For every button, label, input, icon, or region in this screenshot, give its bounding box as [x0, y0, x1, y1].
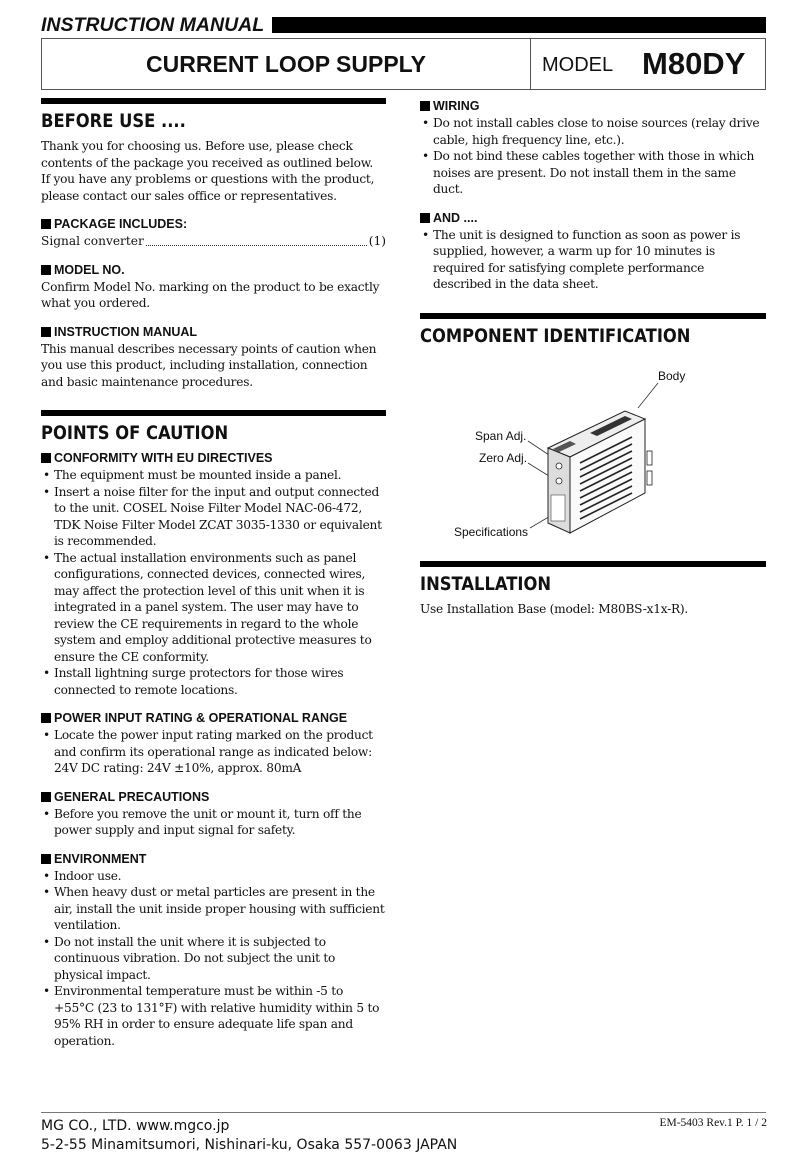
right-column [420, 98, 766, 617]
and-list [420, 227, 766, 293]
label-span-adj: Span Adj. [475, 428, 527, 443]
intro-paragraph-1: Thank you for choosing us. Before use, please check contents of the package you received as outlined below. [41, 139, 374, 170]
list-item: • The unit is designed to function as soon as power is supplied, however, a warm up for 10 minutes is required for satisfying complete performance described in the data sheet. [422, 227, 741, 291]
package-qty: (1) [368, 234, 386, 248]
square-bullet-icon [420, 213, 430, 223]
section-rule [41, 98, 386, 104]
list-item: • When heavy dust or metal particles are present in the air, install the unit inside proper housing with sufficient ventilation. [43, 885, 385, 932]
section-rule [420, 561, 766, 567]
square-bullet-icon [41, 327, 51, 337]
general-heading: GENERAL PRECAUTIONS [41, 789, 386, 805]
list-item: • Do not bind these cables together with those in which noises are present. Do not install them in the same duct. [422, 149, 755, 196]
list-item: • The actual installation environments such as panel configurations, connected devices, connected wires, may affect the protection level of this unit when it is integrated in a panel system. The user may have to review the CE requirements in regard to the whole system and employ additional protective measures to ensure the CE conformity. [43, 550, 372, 664]
and-heading: AND .... [420, 210, 766, 226]
installation-title: INSTALLATION [420, 572, 552, 595]
title-box [41, 38, 766, 90]
instruction-manual-heading: INSTRUCTION MANUAL [41, 324, 386, 340]
square-bullet-icon [41, 713, 51, 723]
intro-paragraph-2: If you have any problems or questions with the product, please contact our sales office or representatives. [41, 172, 375, 203]
installation-text: Use Installation Base (model: M80BS-x1x-R). [420, 601, 689, 616]
model-label: MODEL [542, 54, 614, 76]
square-bullet-icon [41, 792, 51, 802]
list-item: • The equipment must be mounted inside a panel. [43, 468, 342, 482]
list-item: • Do not install the unit where it is subjected to continuous vibration. Do not subject the unit to physical impact. [43, 934, 336, 982]
manual-header-bar [41, 14, 766, 36]
general-list [41, 806, 386, 839]
device-drawing [420, 353, 766, 539]
list-item: • Indoor use. [43, 868, 122, 883]
package-heading: PACKAGE INCLUDES: [41, 216, 386, 232]
caution-title: POINTS OF CAUTION [41, 422, 229, 444]
package-item: Signal converter [41, 234, 144, 248]
footer-company: MG CO., LTD. www.mgco.jp [41, 1118, 230, 1134]
footer-address: 5-2-55 Minamitsumori, Nishinari-ku, Osaka 557-0063 JAPAN [41, 1137, 458, 1153]
label-body: Body [658, 368, 686, 383]
square-bullet-icon [41, 265, 51, 275]
model-no-heading: MODEL NO. [41, 262, 386, 278]
product-title: CURRENT LOOP SUPPLY [42, 39, 531, 89]
square-bullet-icon [41, 854, 51, 864]
label-specifications: Specifications [454, 524, 529, 539]
square-bullet-icon [420, 101, 430, 111]
eu-heading: CONFORMITY WITH EU DIRECTIVES [41, 450, 386, 466]
power-rating: 24V DC rating: 24V ±10%, approx. 80mA [54, 761, 302, 775]
footer-rule [41, 1112, 766, 1113]
left-column [41, 98, 386, 1049]
list-item: • Install lightning surge protectors for those wires connected to remote locations. [43, 666, 344, 697]
section-rule [420, 313, 766, 319]
eu-list [41, 467, 386, 698]
component-title: COMPONENT IDENTIFICATION [420, 324, 691, 347]
list-item: • Do not install cables close to noise sources (relay drive cable, high frequency line, etc.). [422, 116, 760, 147]
environment-heading: ENVIRONMENT [41, 851, 386, 867]
header-black-bar [269, 17, 766, 33]
package-item-row [41, 233, 386, 250]
before-use-title: BEFORE USE .... [41, 110, 186, 132]
wiring-list [420, 115, 766, 198]
square-bullet-icon [41, 219, 51, 229]
list-item: • Locate the power input rating marked on the product and confirm its operational range as indicated below: [43, 728, 373, 759]
footer-doc-number: EM-5403 Rev.1 P. 1 / 2 [659, 1117, 767, 1129]
manual-label: INSTRUCTION MANUAL [41, 14, 272, 36]
label-zero-adj: Zero Adj. [479, 450, 528, 465]
section-rule [41, 410, 386, 416]
power-list [41, 727, 386, 760]
list-item: • Before you remove the unit or mount it, turn off the power supply and input signal for safety. [43, 806, 362, 837]
model-number: M80DY [642, 46, 746, 81]
environment-list [41, 868, 386, 1050]
list-item: • Environmental temperature must be within -5 to +55°C (23 to 131°F) with relative humidity within 5 to 95% RH in order to ensure adequate life span and operation. [43, 984, 380, 1048]
wiring-heading: WIRING [420, 98, 766, 114]
power-heading: POWER INPUT RATING & OPERATIONAL RANGE [41, 710, 386, 726]
instruction-manual-text: This manual describes necessary points of caution when you use this product, including installation, connection and basic maintenance procedures. [41, 341, 377, 389]
square-bullet-icon [41, 453, 51, 463]
model-no-text: Confirm Model No. marking on the product to be exactly what you ordered. [41, 279, 380, 310]
list-item: • Insert a noise filter for the input and output connected to the unit. COSEL Noise Filter Model NAC-06-472, TDK Noise Filter Model ZCAT 3035-1330 or equivalent is recommended. [43, 484, 382, 548]
component-diagram [420, 353, 766, 539]
